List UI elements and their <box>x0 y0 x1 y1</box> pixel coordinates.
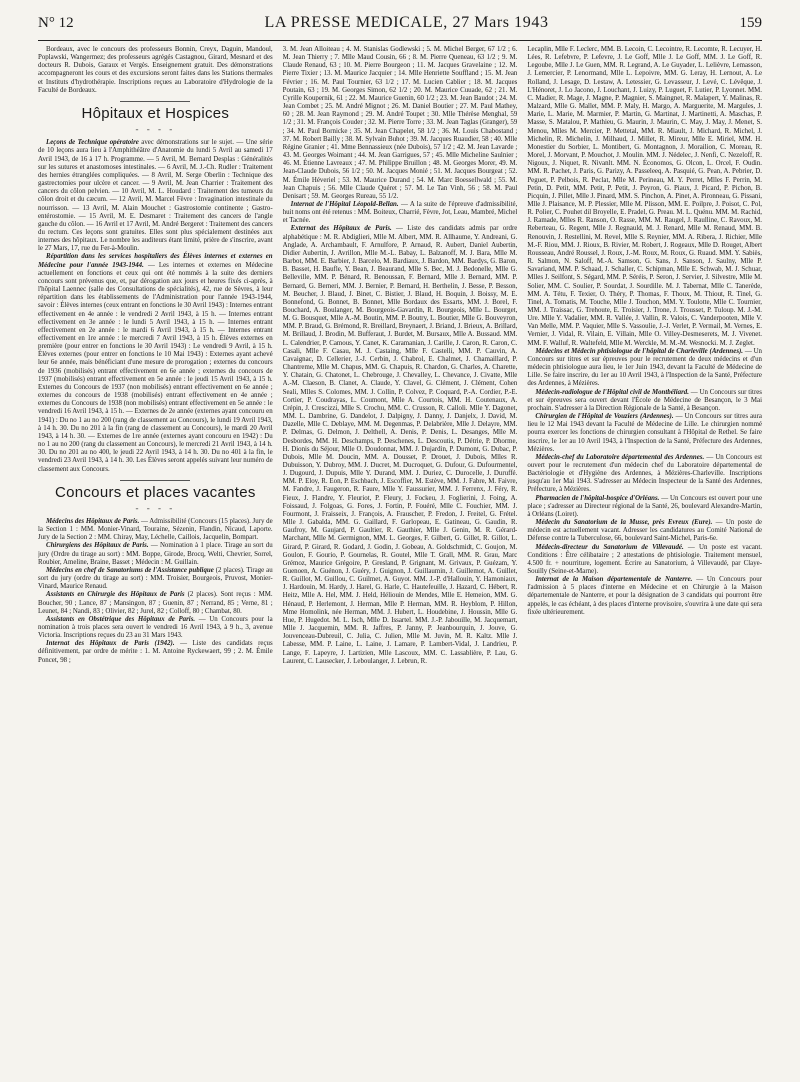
charleville-text: — Un Concours sur titres et sur épreuves pour le recrutement de deux médecins et d'un médecin phtisiologue aura lieu, le 1er Juin 1943, devant la Faculté de Médecine de Lille. Se faire inscrire, du 1er au 10 Avril 1943, à l'Inspection de la Santé, Préfecture des Ardennes, à Mézières. <box>527 347 762 388</box>
sanatoriums-text: (2 places). Tirage au sort du jury (ordre du tirage au sort) : MM. Troisier, Bourgeois, Pruvost, Monier-Vinard, Maurice Renaud. <box>38 566 273 591</box>
chirurgiens-text: — Nomination à 1 place. Tirage au sort du jury (Ordre du tirage au sort) : MM. Boppe, Girode, Brocq, Welti, Chevrier, Sorrel, Roubier, Ameline, Braine, Basset ; Médecin : M. Guillain. <box>38 542 273 566</box>
chirurgiens-paragraph <box>38 542 273 566</box>
ornament-divider: - - - - <box>135 502 176 513</box>
medecins-text: — Admissibilité (Concours (15 places). Jury de la Section 1 : MM. Monier-Vinard, Touraine, Sézenin, Flandin, Nicaud, Laporte. Jury de la Section 2 : MM. Chiray, May, Léchelle, Caillois, Jacquelin, Bompart. <box>38 517 273 542</box>
orleans-text: — Un Concours est ouvert pour une place ; s'adresser au Directeur régional de la Santé, 26, boulevard Alexandre-Martin, à Orléans (Loiret). <box>527 494 762 518</box>
internat-text: — Liste des candidats reçus définitivement, par ordre de mérite : 1. M. Antoine Ryckewaert, 99 ; 2. M. Émile Poncet, 98 ; <box>38 640 273 664</box>
three-column-body <box>38 46 762 1076</box>
externat-continued: Lecaplin, Mlle F. Leclerc, MM. B. Lecoin, C. Lecointre, R. Lecomte, R. Lecuyer, H. Lées, R. Lefebvre, P. Lefevre, J. Le Goff, Mlle J. Le Goff, MM. J. Le Goff, R. Legoube, Mlle J. Le Guen, MM. R. Legrand, A. Le Guyader, L. Lelièvre, Lemasson, J. Lemercier, P. Lenormand, Mlle L. Lepoivre, MM. G. Leray, H. Lernout, A. Le Rolland, J. Lesage, D. Lestaw, A. Letessier, G. Levasseur, J. Levé, C. Lévêque, J. L'Hénoret, J. Lo Jacono, J. Louchant, J. Luizy, P. Luguet, F. Lutier, P. Lyonnet. MM. C. Madier, R. Mage, J. Magne, P. Magnier, S. Maingnet, R. Malapert, Y. Malinas, R. Malzard, Mlle G. Mallet, MM. P. Maly, H. Margo, A. Marguerite, M. Margules, J. Marie, L. Marie, M. Marmier, P. Martin, G. Martinat, J. Martinetti, A. Maschas, P. Masse, S. Matalou, P. Mathieu, G. Maurin, J. Maurin, C. May, J. May, J. Menet, S. Menou, Mlles M. Mercier, P. Mettetal, MM. R. Miault, J. Michard, R. Michel, J. Michelin, R. Michelin, J. Milhaud, J. Millet, R. Mireur, Mlle E. Miriel, MM. H. Monestier du Sorbier, L. Montibert, G. Montagnon, J. Morailion, C. Moreau, R. Morel, J. Morvant, P. Mouchot, J. Moulin. MM. J. Nédelec, J. Nenfi, C. Nezeloff, R. Nigoux, J. Niquet, R. Nivanlt. MM. N. Économos, G. Olcon, L. Orcel, F. Oudin. MM. R. Pachet, J. Paris, G. Parizy, A. Passeleeq, A. Pasquié, G. Pean, A. Pebrier, D. Peguet, P. Pelbois, R. Peclat, Mlle M. Perineau, M. Y. Perret, Mlles F. Perrin, M. Petin, D. Petit, MM. Petit, P. Petit, J. Peyron, G. Piaux, J. Picard, P. Pichon, B. Picquin, J. Pillet, Mlle J. Pinard, MM. S. Pinchon, A. Pinet, A. Pironneau, G. Pissani, Mlle J. Plaisance, M. P. Plessier, Mlle M. Plisson, MM. E. Poilpre, J. Poisot, C. Pol, R. Polier, C. Pouhet dil Broyelle, E. Pradel, G. Preau. M. L. Quénu. MM. M. Rachid, J. Ramade, Mlles R. Ranson, O. Rasse, MM. M. Raugel, J. Raulline, C. Ravoux, M. Reberteau, G. Regent, Mlle J. Regnauld, M. J. Renard, Mlle M. Renaud, MM. B. Renouvin, J. Restellini, M. Revel, Mlle S. Reynier, MM. A. Ribera, J. Richier, Mlle M.-F. Riou, MM. J. Rioux, B. Rivier, M. Robert, J. Rogeaux, Mlle D. Rouget, Albert Rousseau, André Roussel, J. Roux, J.-M. Roux, M. Roux, G. Ruaud. MM. Y. Sabiès, R. Salmon, N. Saloff, M.-A. Samson, G. Sans, J. Sanson, J. Saulny, Mlle P. Savariand, MM. P. Schaad, J. Schaller, C. Schipman, Mlle E. Schwab, M. J. Schuar, Mlles J. Seilfont, S. Ségard, MM. P. Séréis, P. Seron, J. Servier, J. Silvestre, Mlle M. Solier, MM. C. Soulier, P. Sourdat, J. Sourdille. M. J. Tabernat, Mlle C. Tanerède, MM. A. Tétu, F. Texier, O. Théry, P. Thomas, F. Thoux, M. Thiout, R. Tinel, G. Tinel, A. Tomatis, M. Touche, Mlle J. Touchon, MM. Y. Toulotte, Mlle C. Tournier, MM. J. Traissac, G. Trehoute, E. Troisier, J. Trone, J. Trousset, P. Tuloup. M. J.-M. Ure. Mlle Y. Vadalier, MM. R. Vallée, J. Vallin, R. Valois, C. Vanderpooten, Mlle V. Van Melle, MM. P. Vaquier, Mlle S. Vassoulie, J.-J. Verlet, P. Vermail, M. Vernes, E. Vernier, J. Vidal, R. Vilain, E. Villain, Mlle O. Villey-Desmeserets, M. J. Vivenet. MM. F. Walluf, R. Waltefeld, Mlle M. Werckle, M. M.-M. Wesnocki. M. J. Zeglet. <box>527 46 762 347</box>
montbeliard-paragraph <box>527 389 762 413</box>
ornament-divider: - - - - <box>135 124 176 135</box>
issue-number: N° 12 <box>38 15 74 31</box>
assistants-obst-heading: Assistants en Obstétrique des Hôpitaux de Paris. <box>46 615 196 623</box>
villevaude-paragraph <box>527 544 762 577</box>
nanterre-text: — Un Concours pour l'admission à 5 places d'interne en Médecine et en Chirurgie à la Maison départementale de Nanterre, et pour la désignation de 3 candidats qui pourront être appelés, le cas échéant, à des places d'interne provisoire, s'ouvrira à une date qui sera fixée ultérieurement. <box>527 576 762 616</box>
chirurgiens-heading: Chirurgiens des Hôpitaux de Paris. <box>46 542 149 550</box>
medecins-paragraph <box>38 518 273 542</box>
internat-paragraph <box>38 640 273 664</box>
assistants-chir-paragraph <box>38 591 273 615</box>
leopold-text: — A la suite de l'épreuve d'admissibilité, huit noms ont été retenus : MM. Boiteux, Charrié, Fèvre, Jot, Leau, Mambré, Michel et Tacnée. <box>282 200 518 225</box>
externat-heading: Externat des Hôpitaux de Paris. <box>290 225 392 233</box>
montbeliard-text: — Un Concours sur titres et sur épreuves sera ouvert devant l'École de Médecine de Besançon, le 3 Mai prochain. S'adresser à la Direction Régionale de la Santé, à Besançon. <box>527 388 762 412</box>
column-2 <box>283 46 518 1076</box>
nanterre-heading: Internat de la Maison départementale de Nanterre. <box>535 576 693 584</box>
lecons-text: avec démonstrations sur le sujet. — Une série de 10 leçons aura lieu à l'Amphithéâtre d'Anatomie du lundi 5 Avril au samedi 17 Avril 1943, de 16 à 17 h. Programme. — 5 Avril, M. Bernard Desplas : Généralités sur les sutures et anastomoses intestinales. — 6 Avril, M. J.-Ch. Rudler : Traitement des hernies étranglées compliquées. — 8 Avril, M. Serge Oberlin : Technique des gastrectomies pour ulcère et cancer. — 9 Avril, M. Jean Charrier : Traitement des cancers du côlon pelvien. — 10 Avril, M. L. Houdard : Traitement des tumeurs du côlon droit et du cæcum. — 12 Avril, M. Marcel Fèvre : Invagination intestinale du nourrisson. — 13 Avril, M. Alain Mouchet : Gastrostomie continente ; Gastro-entérostomie. — 15 Avril, M. E. Desmaret : Traitement des cancers de l'angle gauche du côlon. — 16 Avril et 17 Avril, M. André Bergeret : Traitement des cancers du rectum. Ces leçons sont gratuites. Elles sont plus spécialement destinées aux internes des hôpitaux. Le nombre les auditeurs étant limité, prière de s'inscrire, avant le 27 Mars, 17, rue du Fer-à-Moulin. <box>38 139 273 253</box>
montbeliard-heading: Médecin-radiologue de l'Hôpital civil de Montbéliard. <box>535 388 689 396</box>
nanterre-paragraph <box>527 576 762 617</box>
vouziers-paragraph <box>527 413 762 454</box>
assistants-obst-text: — Un Concours pour la nomination à trois places sera ouvert le vendredi 16 Avril 1943, à 9 h., 3, avenue Victoria. Inscriptions reçues du 23 au 31 Mars 1943. <box>38 615 273 640</box>
villevaude-text: — Un poste est vacant. Conditions : Être célibataire ; 2 attestations de phtisiologie. Traitement mensuel, 4.500 fr. + nourriture, logement. Écrire au Sanatorium, à Villevaudé, par Claye-Souilly (Seine-et-Marne). <box>527 543 762 575</box>
separator <box>120 101 190 102</box>
separator <box>120 480 190 481</box>
charleville-paragraph <box>527 348 762 389</box>
externat-paragraph <box>283 225 518 665</box>
leopold-heading: Internat de l'Hôpital Léopold-Bellan. <box>290 200 399 208</box>
bordeaux-paragraph: Bordeaux, avec le concours des professeurs Bonnin, Creyx, Daguin, Mandoul, Poplawski, Wangermez; des professeurs agrégés Castagnou, Girard, Mesnard et des docteurs R. Dubois, Garaux et Vergès. Enseignement gratuit. Des démonstrations accompagneront les cours et des excursions seront faites dans les Stations thermales et Instituts d'hydrothérapie. Inscriptions reçues au Laboratoire d'Hydrologie de la Faculté de Bordeaux. <box>38 46 273 94</box>
column-3 <box>527 46 762 1076</box>
lecons-heading: Leçons de Technique opératoire <box>46 139 139 147</box>
externat-text: — Liste des candidats admis par ordre alphabétique : M. R. Abdiglieri, Mlle M. Albert, MM. R. Allhaume, Y. Andreani, G. Anglade, A. Archambault, F. Arnulfore, P. Arnaud, R. Aubert, Daniel Aubertin, Didier Aubertin, J. Avrillon, Mlle M.-L. Babay, L. Balzanoff, M. J. Bara, Mlle M. Barbot, MM. E. Barbier, J. Barcelo, M. Bardiaux, J. Bardon, MM. Bardys, G. Baron, B. Basset, H. Baufle, Y. Bean, J. Beaurand, Mlle S. Bec, M. J. Bedonelle, Mlle G. Belleville, MM. P. Bénard, R. Benoussan, F. Bernard, Mlle J. Bernard, MM. P. Bernard, G. Berneri, MM. J. Bernier, P. Bernard, H. Berthelin, J. Besse, P. Besson, M. Beucher, J. Blaud, J. Binet, C. Bistier, J. Blaud, H. Boquin, J. Boissy, M. E. Bonnefond, G. Bonnet, B. Bonnet, Mlle Bordaux des Essarts, MM. J. Borel, F. Bouchard, A. Boulanger, M. Bourgeois-Gavardin, R. Bourgeois, Mlle L. Bourget, M. G. Bousquet, Mlle A.-M. Boutin, MM. P. Boutry, L. Boutier, Mlle G. Bouveyron, MM. P. Braud, G. Brémond, R. Breillard, Breynaert, J. Briand, J. Brieux, A. Brillard, M. Brillaud, J. Brodin, M. Bufferaut, J. Burdet, M. Bursaux, Mlle A. Bussaud. MM. L. Calendrier, P. Camous, Y. Canet, K. Caramanian, J. Carille, J. Caron, R. Caron, C. Casali, Mlle F. Casau, M. J. Castaing, Mlle F. Castelli, MM. P. Cauvin, A. Cavaignac, D. Cellerier, J.-J. Cerbin, J. Chabrol, E. Chalmet, J. Chamaillard, P. Chantreme, Mlle M. Chapus, MM. G. Chapuis, R. Chardon, G. Charles, A. Charette, Y. Chatain, G. Chatonet, L. Chebrouge, J. Chevalley, L. Chevance, J. Civatte, Mlle A.-M. Claeson, B. Clanet, A. Claude, Y. Clavel, G. Clément, J. Clément, Cohen Seali, Mlles S. Colomes, MM. J. Collin, P. Colvez, P. Coquard, P.-A. Cordier, P.-E. Cortier, P. Coudrayas, L. Coumont, Mlle A. Courtois, MM. H. Coutenaux, A. Crépin, J. Crescizzi, Mlle S. Crochu, MM. C. Crusson, R. Calloli. Mlle Y. Dagonet, MM. L. Dambrine, G. Dandelot, J. Dalpigny, J. Danny, J. Danjelx, J. David, M. Dazelle, Mlle C. Deblaye, MM. M. Degenmas, P. Delabrière, Mlle J. Delayre, MM. P. Delmas, G. Delmon, J. Delthell, A. Denis, P. Denis, L. Desanges, Mlle M. Desbordes, MM. H. Deschamps, P. Deschenes, L. Descoutis, P. Détrie, P. Dhorme, H. Dionis du Séjour, Mlle O. Doudonnat, MM. J. Dujardin, P. Dumont, G. Dubac, P. Dubois, Mlle M. Doucin, MM. A. Dousset, P. Drouet, J. Dubois, Mlles R. Dubuisson, Y. Dubroy, MM. J. Ducret, M. Ducroquet, G. Dufour, G. Dufourmentel, J. Dugourd, J. Dupuis, Mlle Y. Durand, MM. J. Duriez, C. Durocelle, J. Duruffé. MM. P. Eloy, R. Eon, P. Eschbach, J. Escoffier, M. Estève, MM. J. Fabre, M. Faivre, M. Fandre, J. Faugeron, R. Faure, Mlle Y. Faussurier, MM. J. Ferrenx, J. Féry, R. Fieux, J. Flandre, Y. Fleuriot, P. Fleury, J. Fockeu, J. Foglierini, J. Foing, A. Foissaud, J. Folgoas, G. Fores, J. Fortin, P. Fouéré, Mlle C. Fouchier, MM. J. Fourmont, J. Fraisseix, J. François, A. Frauscher, P. Fredon, J. Freitel, G. Frétel. Mlle J. Gabalda, MM. G. Gaillard, F. Garlopeau, E. Gatineau, G. Gaudin, R. Gaufroy, M. Gaujard, P. Gaultier, R. Gauthier, Mlle J. Genin, M. R. Gérard-Marchant, Mlle M. Germignon, MM. L. Georges, F. Gilbert, G. Gillet, R. Gillot, L. Girard, P. Girard, R. Godard, J. Godin, J. Gobeau, A. Goldschmidt, C. Goujon, M. Goulon, F. Gourio, P. Gournelas, R. Goutel, Mlle T. Grall, MM. R. Grau, Marc Grémoz, Maurice Grégoire, P. Gresland, P. Grignant, M. Grivaux, P. Guézam, Y. Guenoen, A. Guénon, J. Guéry, J. Guignon, J. Guillaumin, J. Guillemot, A. Guillet, R. Guillot, M. Guillou, C. Guilmet, A. Guyot. MM. J.-P. d'Hallouin, Y. Hamoniaux, J. Hardouin, M. Hardy, J. Harel, G. Harle, C. Hautefeuille, J. Hazard, C. Hébert, R. Heitz, Mlle A. Hel, MM. J. Held, Héliouin de Mendes, Mlle E. Hemeion, MM. G. Hénaud, P. Herlemont, J. Herman, Mlle P. Herman, MM. R. Heyblom, P. Hillon, Mme Homolink, née Herman, MM. J. Hubert, L. Houdebine, J. Houssin, Mlle G. Hue, P. Hugedot. M. L. Isch, Mlle D. Issartel. MM. J.-P. Jabouille, M. Jacquemart, Mlle J. Jacquemin, MM. R. Jaffres, P. Janny, P. Jeanbourquin, J. Jouve, G. Jouvenceau-Dubreuil, C. Julia, C. Julien, Mlle M. Juvin, M. R. Kaltz. Mlle J. Labesse, MM. P. Laine, L. Laine, J. Lamare, P. Lambert-Vidal, J. Landrieu, P. Lange, F. Lapeyre, J. Lartizien, Mlle Lascoux, MM. C. Lassablière, P. Lau, G. Laurent, C. Lausecker, J. Leboulanger, J. Lebrun, R. <box>282 225 518 665</box>
repartition-paragraph <box>38 253 273 473</box>
orleans-paragraph <box>527 495 762 519</box>
internat-list: 3. M. Jean Alloiteau ; 4. M. Stanislas Godlewski ; 5. M. Michel Berger, 67 1/2 ; 6. M. Jean Thierry ; 7. Mlle Maud Cousin, 66 ; 8. M. Pierre Queneau, 63 1/2 ; 9. M. Claude Renaud, 63 ; 10. M. Pierre Bourgeon ; 11. M. Jacques Gravelaine ; 12. M. Pierre Tixier ; 13. M. Maurice Jacquier ; 14. Mlle Henriette Souffland ; 15. M. Jean Février ; 16. M. Paul Tournier, 63 1/2 ; 17. M. Lucien Cablier ; 18. M. Jacques Poutain, 63 ; 19. M. Georges Simon, 62 1/2 ; 20. M. Maurice Cuuade, 62 ; 21. M. Cyrille Koupernik, 61 ; 22. M. Maurice Guenin, 60 1/2 ; 23. M. Jean Baudot ; 24. M. Jean Combet ; 25. M. André Mignot ; 26. M. Daniel Boutier ; 27. M. Paul Mathey, 60 ; 28. M. Jean Raymond ; 29. M. André Toupet ; 30. Mlle Thérèse Menghal, 59 1/2 ; 31. M. François Couder ; 32. M. Pierre Torre ; 33. M. Jean Taglas (Granger), 59 ; 34. M. Paul Bornicke ; 35. M. Jean Chapelet, 58 1/2 ; 36. M. Louis Chabostand ; 37. M. Robert Bailly ; 38. M. Sylvain Buhot ; 39. M. Jacques Ruaudier, 58 ; 40. Mlle Régine Granier ; 41. Mme Bennassieux (née Dubois), 57 1/2 ; 42. M. Jean Lavarde ; 43. M. Georges Woimant ; 44. M. Jean Garrigues, 57 ; 45. Mlle Micheline Saulnier ; 46. M. Étienne Lavreaux ; 47. M. Philippe Bruillon ; 48. M. Georges Morer, 49. M. Jean-Claude Dubois, 56 1/2 ; 50. M. Jacques Monié ; 51. M. Jacques Bourgeat ; 52. M. Émile Héveriel ; 53. M. Maurice Durand ; 54. M. Marc Boessellwald ; 55. M. Jean Chapuis ; 56. Mlle Claude Quéret ; 57. M. Le Tan Vinh, 56 ; 58. M. Paul Denisart ; 59. M. Georges Rureau, 55 1/2. <box>282 46 518 200</box>
leopold-paragraph <box>283 201 518 225</box>
internat-heading: Internat des Hôpitaux de Paris (1942). <box>46 640 175 648</box>
medecins-heading: Médecins des Hôpitaux de Paris. <box>46 517 140 525</box>
musse-paragraph <box>527 519 762 543</box>
sanatoriums-heading: Médecins en chef de Sanatoriums de l'Assistance publique <box>46 566 214 574</box>
assistants-obst-paragraph <box>38 616 273 640</box>
laboratoire-heading: Médecin-chef du Laboratoire départemental des Ardennes. <box>535 453 705 461</box>
musse-heading: Médecin du Sanatorium de la Musse, près Evreux (Eure). <box>535 519 713 527</box>
musse-text: — Un poste de médecin est actuellement vacant. Adresser les candidatures au Comité National de Défense contre la Tuberculose, 66, boulevard Saint-Michel, Paris-6e. <box>527 519 762 543</box>
section-title-hopitaux: Hôpitaux et Hospices <box>81 104 230 122</box>
page-header <box>38 14 762 40</box>
column-1 <box>38 46 273 1076</box>
assistants-chir-text: (2 places). Sont reçus : MM. Boucher, 90 ; Lance, 87 ; Mansingon, 87 ; Guenin, 87 ; Nerrand, 85 ; Verne, 81 ; Leunet, 84 ; Nandi, 83 ; Olivier, 82 ; Jurel, 82 ; Colloff, 80 ; Chambat, 80. <box>38 591 273 615</box>
repartition-heading: Répartition dans les services hospitaliers des Élèves internes et externes en Médecine pour l'année 1943-1944. <box>38 253 273 269</box>
journal-title: LA PRESSE MEDICALE, 27 Mars 1943 <box>264 14 549 31</box>
header-rule <box>38 40 762 41</box>
repartition-text: — Les internes et externes en Médecine actuellement en fonctions et ceux qui ont été nommés à la suite des derniers concours sont prévenus que, et, par dérogation aux jours et heures fixés ci-après, à l'hôpital Laennec (salle des Consultations de spécialités), 42, rue de Sèvres, à leur répartition dans les établissements de l'Administration pour l'année 1943-1944, savoir : Élèves internes (ceux entrant en fonctions le 30 Avril 1943) : Internes entrant effectivement en 4e année : le vendredi 2 Avril 1943, à 15 h. — Internes entrant effectivement en 3e année : le lundi 5 Avril 1943, à 15 h. — Internes entrant effectivement en 2e année : le mardi 6 Avril 1943, à 15 h. — Internes entrant effectivement en 1re année : le mercredi 7 Avril 1943, à 15 h. Élèves externes en première (pour entrer en fonctions le 30 Avril 1943) : Le vendredi 9 Avril, à 15 h. Élèves externes (pour entrer en fonctions le 10 Mai 1943) : Externes ayant achevé leur 6e année, mais bénéficiant d'une mesure de prorogation ; externes du concours de 1936 (mobilisés) entrant effectivement en 6e année ; externes du concours de 1937 (mobilisés) entrant effectivement en 5e année : le jeudi 15 Avril 1943, à 15 h. Externes du Concours de 1937 (non mobilisés) entrant effectivement en 6e année ; externes du concours de 1938 (mobilisés) entrant effectivement en 4e année ; externes du Concours de 1938 (non mobilisés) entrant effectivement en 5e année : le vendredi 16 Avril 1943, à 15 h. — Externes de 2e année (externes ayant concouru en 1941) : Du no 1 au no 200 (rang de classement au Concours), le lundi 19 Avril 1943, à 14 h. 30. Du no 201 à la fin (rang de classement au Concours), le mardi 20 Avril 1943, à 14 h. 30. — Externes de 1re année (externes ayant concouru en 1942) : Du no 1 au no 200 (rang du classement au Concours), le mercredi 21 Avril 1943, à 14 h. 30. Du no 201 au no 400, le jeudi 22 Avril 1943, à 14 h. 30. Du no 401 à la fin, le vendredi 23 Avril 1943, à 14 h. 30. Les Élèves seront appelés suivant leur numéro de classement aux Concours. <box>38 261 273 473</box>
vouziers-heading: Chirurgien de l'Hôpital de Vouziers (Ardennes). <box>535 413 674 421</box>
laboratoire-paragraph <box>527 454 762 495</box>
sanatoriums-paragraph <box>38 567 273 591</box>
assistants-chir-heading: Assistants en Chirurgie des Hôpitaux de Paris <box>46 591 185 599</box>
laboratoire-text: — Un Concours est ouvert pour le recrutement d'un médecin chef du Laboratoire départemental de Bactériologie et d'Hygiène des Ardennes, à Mézières-Charleville. Inscriptions jusqu'au 1er Mai 1943. S'adresser au Médecin Inspecteur de la Santé des Ardennes, Préfecture, à Mézières. <box>527 453 762 494</box>
orleans-heading: Pharmacien de l'hôpital-hospice d'Orléans. <box>535 494 660 502</box>
lecons-paragraph <box>38 139 273 253</box>
vouziers-text: — Un Concours sur titres aura lieu le 12 Mai 1943 devant la Faculté de Médecine de Lille. Le chirurgien nommé pourra exercer les fonctions de chirurgien consultant à l'Hôpital de Rethel. Se faire inscrire, le 1er au 10 Avril 1943, à l'Inspection de la Santé, Préfecture des Ardennes, Mézières. <box>527 413 762 453</box>
charleville-heading: Médecins et Médecin phtisiologue de l'hôpital de Charleville (Ardennes). <box>535 347 744 355</box>
villevaude-heading: Médecin-directeur du Sanatorium de Villevaudé. <box>535 543 684 551</box>
section-title-concours: Concours et places vacantes <box>54 483 256 501</box>
page-number: 159 <box>739 15 762 31</box>
